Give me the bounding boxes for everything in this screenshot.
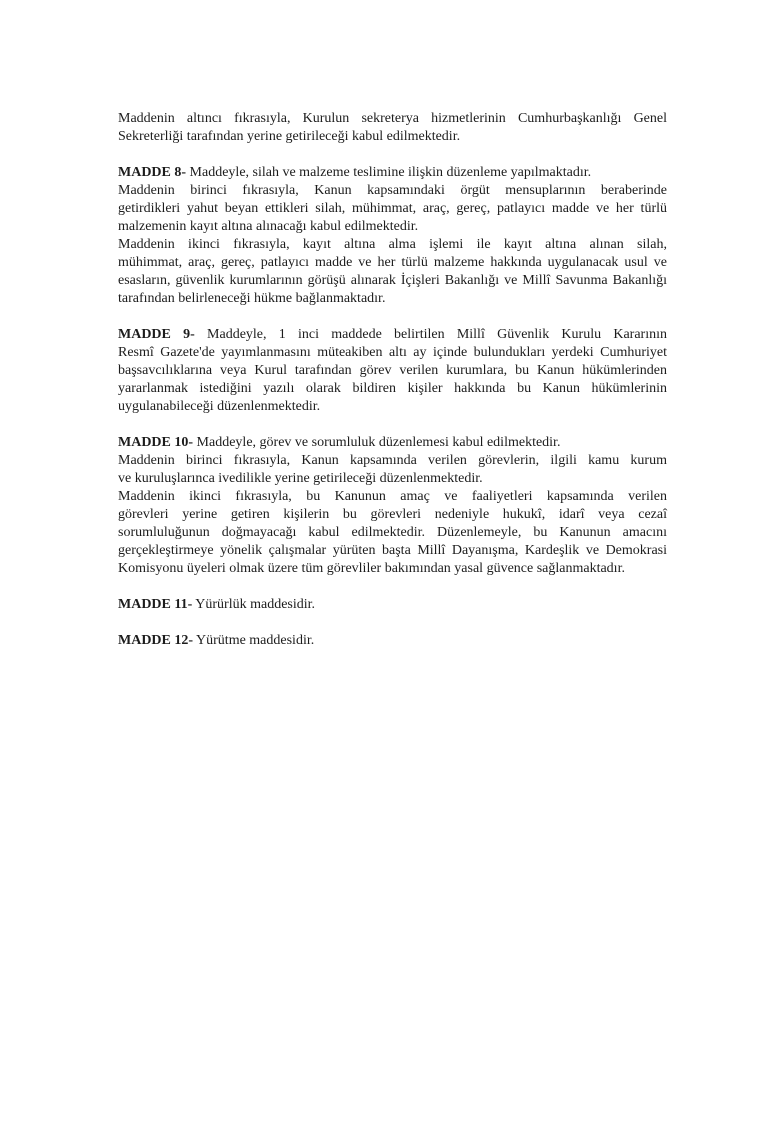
madde-heading (118, 632, 667, 650)
text-line: başsavcılıklarına veya Kurul tarafından görev verilen kurumlara, bu Kanun hükümlerinden (118, 363, 667, 378)
madde-label: MADDE 8- (118, 165, 187, 180)
madde-heading (118, 434, 667, 452)
text-line: ve kuruluşlarınca ivedilikle yerine getirileceği düzenlenmektedir. (118, 471, 483, 486)
madde-heading-text: Maddeyle, 1 inci maddede belirtilen Millî Güvenlik Kurulu Kararının (194, 327, 667, 342)
fikra-paragraph (118, 452, 667, 488)
text-line: yararlanmak istediğini yazılı olarak bildiren kişiler hakkında bu Kanun hükümlerinin (118, 381, 667, 396)
madde-label: MADDE 9- (118, 327, 195, 342)
text-line: Komisyonu üyeleri olmak üzere tüm görevliler bakımından yasal güvence sağlanmaktadır. (118, 561, 625, 576)
fikra-paragraph (118, 488, 667, 578)
madde-heading (118, 596, 667, 614)
madde-heading (118, 164, 667, 182)
text-line: Resmî Gazete'de yayımlanmasını müteakiben altı ay içinde bulundukları yerdeki Cumhuriyet (118, 345, 667, 360)
fikra-paragraph (118, 236, 667, 308)
text-line: esasların, güvenlik kurumlarının görüşü alınarak İçişleri Bakanlığı ve Millî Savunma Bakanlığı (118, 273, 667, 288)
text-line: sorumluluğunun doğmayacağı kabul edilmektedir. Düzenlemeyle, bu Kanunun amacını (118, 525, 667, 540)
text-line: Maddenin ikinci fıkrasıyla, kayıt altına alma işlemi ile kayıt altına alınan silah, (118, 237, 667, 252)
text-line: gerçekleştirmeye yönelik çalışmalar yürüten başta Millî Dayanışma, Kardeşlik ve Demokrasi (118, 543, 667, 558)
madde-9-section (118, 326, 667, 416)
madde-heading-text: Yürürlük maddesidir. (192, 597, 316, 612)
text-line: Sekreterliği tarafından yerine getirileceği kabul edilmektedir. (118, 129, 461, 144)
madde-12-section (118, 632, 667, 650)
text-line: Maddenin birinci fıkrasıyla, Kanun kapsamındaki örgüt mensuplarının beraberinde (118, 183, 667, 198)
madde-heading-text: Yürütme maddesidir. (193, 633, 315, 648)
madde-heading-text: Maddeyle, görev ve sorumluluk düzenlemesi kabul edilmektedir. (193, 435, 561, 450)
text-line: Maddenin ikinci fıkrasıyla, bu Kanunun amaç ve faaliyetleri kapsamında verilen (118, 489, 667, 504)
fikra-paragraph (118, 182, 667, 236)
paragraph-gap (118, 146, 667, 164)
document-body (118, 110, 667, 650)
madde-label: MADDE 10- (118, 435, 194, 450)
text-line: tarafından belirleneceği hükme bağlanmaktadır. (118, 291, 386, 306)
madde-10-section (118, 434, 667, 578)
text-line: mühimmat, araç, gereç, patlayıcı madde ve her türlü malzeme hakkında uygulanacak usul ve (118, 255, 667, 270)
madde-heading (118, 326, 667, 344)
paragraph-gap (118, 614, 667, 632)
madde-heading-text: Maddeyle, silah ve malzeme teslimine ilişkin düzenleme yapılmaktadır. (186, 165, 592, 180)
paragraph-gap (118, 416, 667, 434)
text-line: uygulanabileceği düzenlenmektedir. (118, 399, 321, 414)
text-line: malzemenin kayıt altına alınacağı kabul edilmektedir. (118, 219, 419, 234)
text-line: Maddenin birinci fıkrasıyla, Kanun kapsamında verilen görevlerin, ilgili kamu kurum (118, 453, 667, 468)
text-line: Maddenin altıncı fıkrasıyla, Kurulun sekreterya hizmetlerinin Cumhurbaşkanlığı Genel (118, 111, 667, 126)
madde-11-section (118, 596, 667, 614)
text-line: görevleri yerine getiren kişilerin bu görevleri nedeniyle hukukî, idarî veya cezaî (118, 507, 667, 522)
madde-label: MADDE 12- (118, 633, 194, 648)
paragraph-gap (118, 578, 667, 596)
intro-paragraph (118, 110, 667, 146)
madde-label: MADDE 11- (118, 597, 193, 612)
text-line: getirdikleri yahut beyan ettikleri silah, mühimmat, araç, gereç, patlayıcı madde ve her türlü (118, 201, 667, 216)
madde-8-section (118, 164, 667, 308)
paragraph-gap (118, 308, 667, 326)
